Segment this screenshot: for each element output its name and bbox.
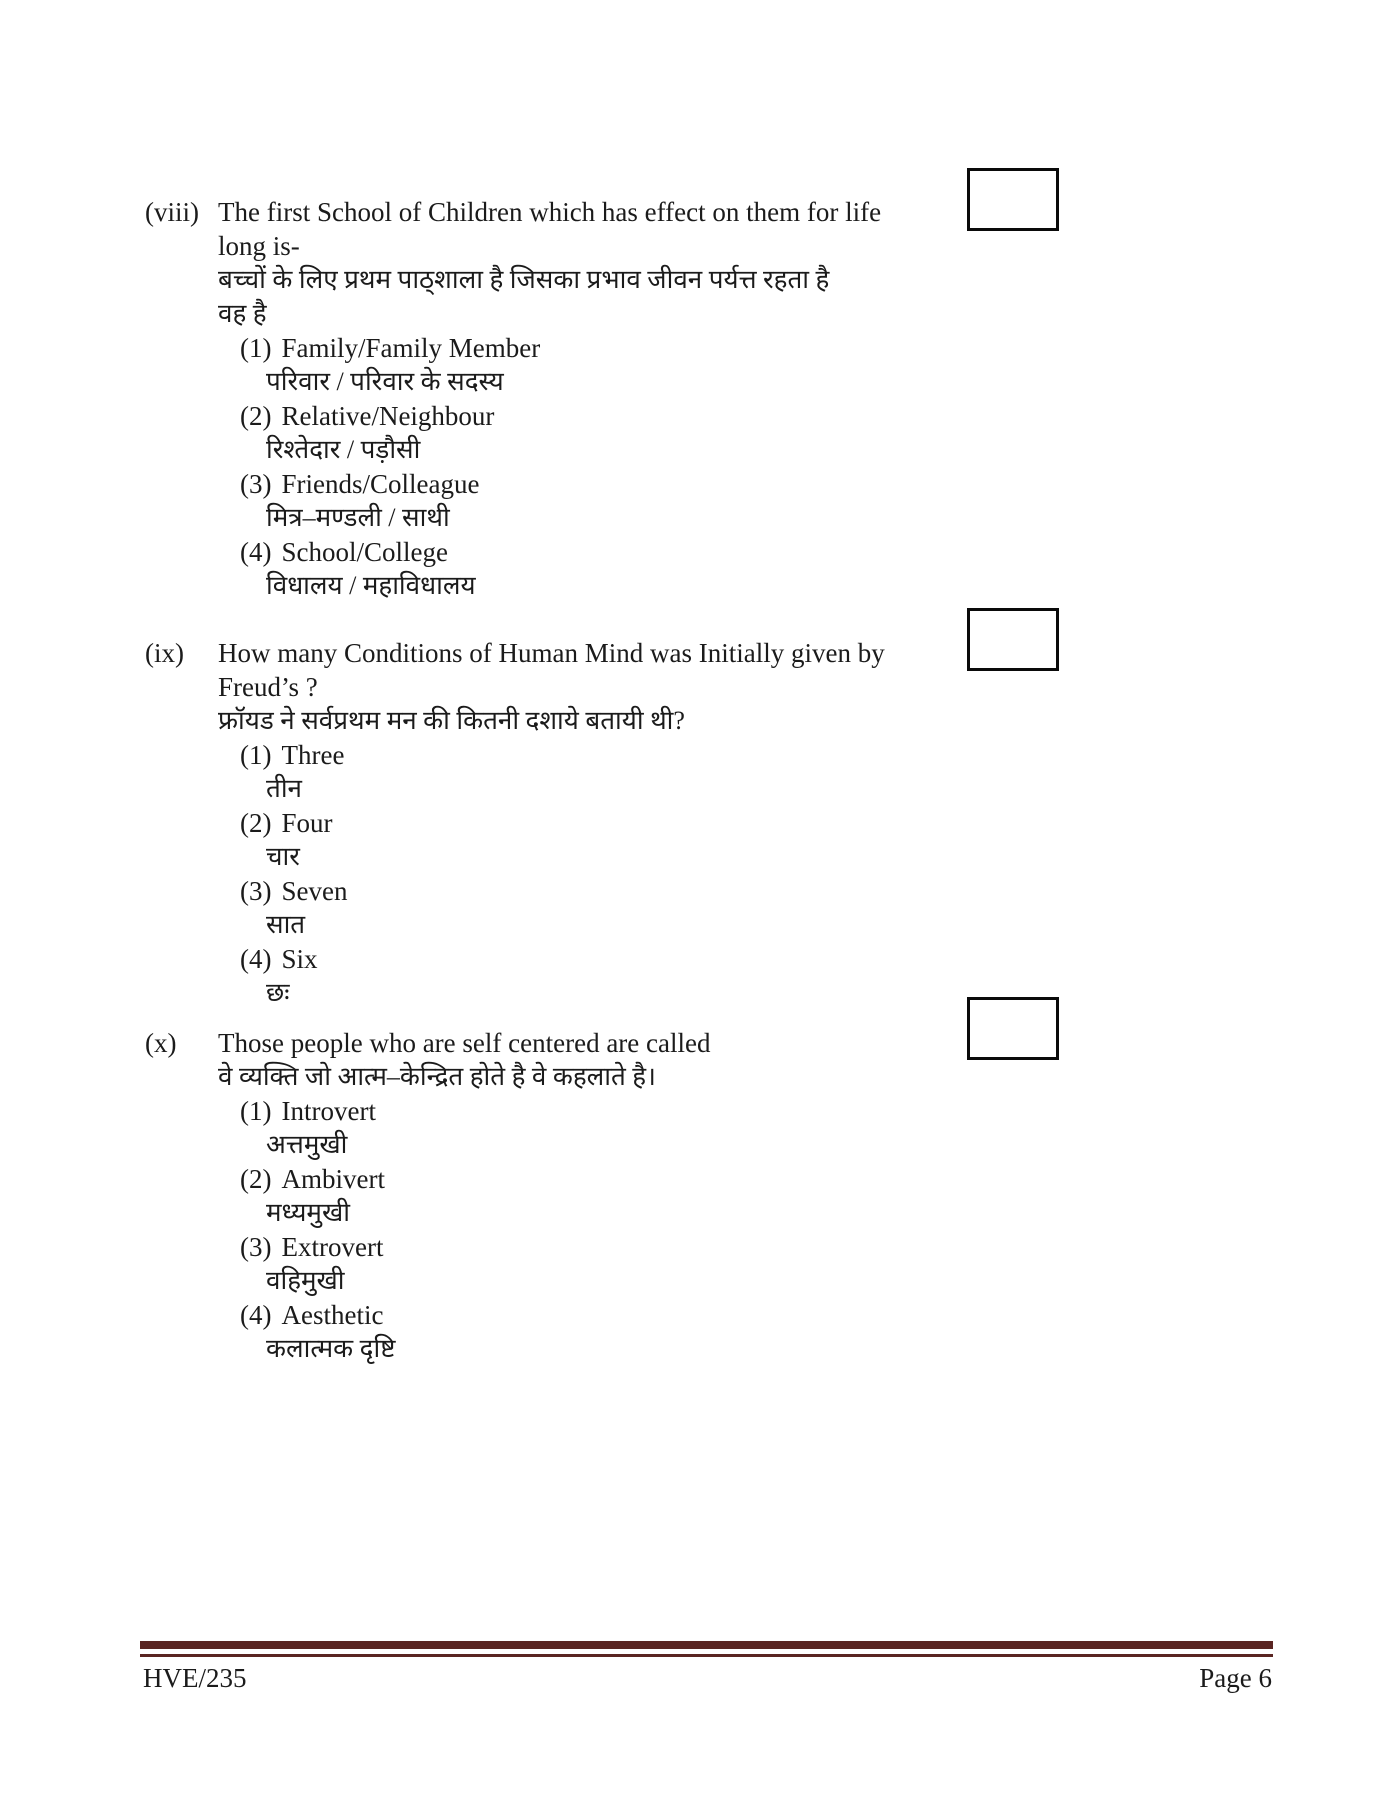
option-text-en: Friends/Colleague [281,469,480,499]
question-text-en-line: Freud’s ? [218,672,318,702]
option-line [240,535,881,569]
option-text-hi: मध्यमुखी [266,1198,350,1227]
question-x [145,1026,711,1366]
footer-rule-thin [140,1654,1273,1657]
option-number: (3) [240,876,272,906]
option-text-hi: तीन [266,774,302,803]
answer-box-viii [967,168,1059,231]
option-line [240,738,885,772]
footer-paper-code: HVE/235 [143,1663,247,1693]
option-text-en: Introvert [281,1096,376,1126]
option-number: (3) [240,469,272,499]
option-line [240,874,885,908]
question-text-hi-line: बच्चों के लिए प्रथम पाठ्शाला है जिसका प्रभाव जीवन पर्यत्त रहता है [218,265,830,294]
option-text-hi: छः [266,978,290,1007]
question-text-hi-line: वह है [218,299,267,328]
option-line [240,942,885,976]
option-text-hi: वहिमुखी [266,1266,345,1295]
question-text-hi-line: फ्रॉयड ने सर्वप्रथम मन की कितनी दशाये बतायी थी? [218,706,685,735]
option-line [240,1094,711,1128]
option-text-en: Six [281,944,318,974]
option-line [240,1230,711,1264]
question-text-en-line: The first School of Children which has effect on them for life [218,197,882,227]
option-text-en: Aesthetic [281,1300,384,1330]
option-text-hi: परिवार / परिवार के सदस्य [266,367,504,396]
option-text-hi: अत्तमुखी [266,1130,348,1159]
question-text-en-line: long is- [218,231,300,261]
question-text-hi-line: वे व्यक्ति जो आत्म–केन्द्रित होते है वे कहलाते है। [218,1062,656,1091]
option-text-en: Family/Family Member [281,333,541,363]
option-number: (1) [240,1096,272,1126]
option-line [240,399,881,433]
option-number: (1) [240,333,272,363]
option-line [240,467,881,501]
answer-box-x [967,997,1059,1060]
question-ix [145,636,885,1010]
footer-rule-thick [140,1641,1273,1649]
option-number: (4) [240,537,272,567]
option-text-en: Extrovert [281,1232,384,1262]
option-line [240,331,881,365]
question-text-en-line: How many Conditions of Human Mind was Initially given by [218,638,885,668]
option-line [240,806,885,840]
option-line [240,1298,711,1332]
option-text-hi: रिश्तेदार / पड़ौसी [266,435,421,464]
option-number: (4) [240,1300,272,1330]
option-number: (2) [240,1164,272,1194]
answer-box-ix [967,608,1059,671]
option-number: (2) [240,401,272,431]
option-text-en: School/College [281,537,448,567]
option-text-hi: चार [266,842,300,871]
option-number: (2) [240,808,272,838]
question-number: (viii) [145,197,199,227]
option-text-en: Ambivert [281,1164,385,1194]
question-number: (ix) [145,638,184,668]
option-text-en: Relative/Neighbour [281,401,495,431]
option-number: (3) [240,1232,272,1262]
option-text-hi: कलात्मक दृष्टि [266,1334,396,1363]
option-line [240,1162,711,1196]
question-number: (x) [145,1028,177,1058]
option-text-hi: मित्र–मण्डली / साथी [266,503,450,532]
option-text-en: Seven [281,876,348,906]
option-text-hi: विधालय / महाविधालय [266,571,476,600]
question-viii [145,195,881,603]
option-text-en: Three [281,740,345,770]
option-text-en: Four [281,808,333,838]
footer-page-number: Page 6 [1199,1663,1272,1693]
question-text-en-line: Those people who are self centered are called [218,1028,711,1058]
option-number: (1) [240,740,272,770]
option-text-hi: सात [266,910,306,939]
option-number: (4) [240,944,272,974]
